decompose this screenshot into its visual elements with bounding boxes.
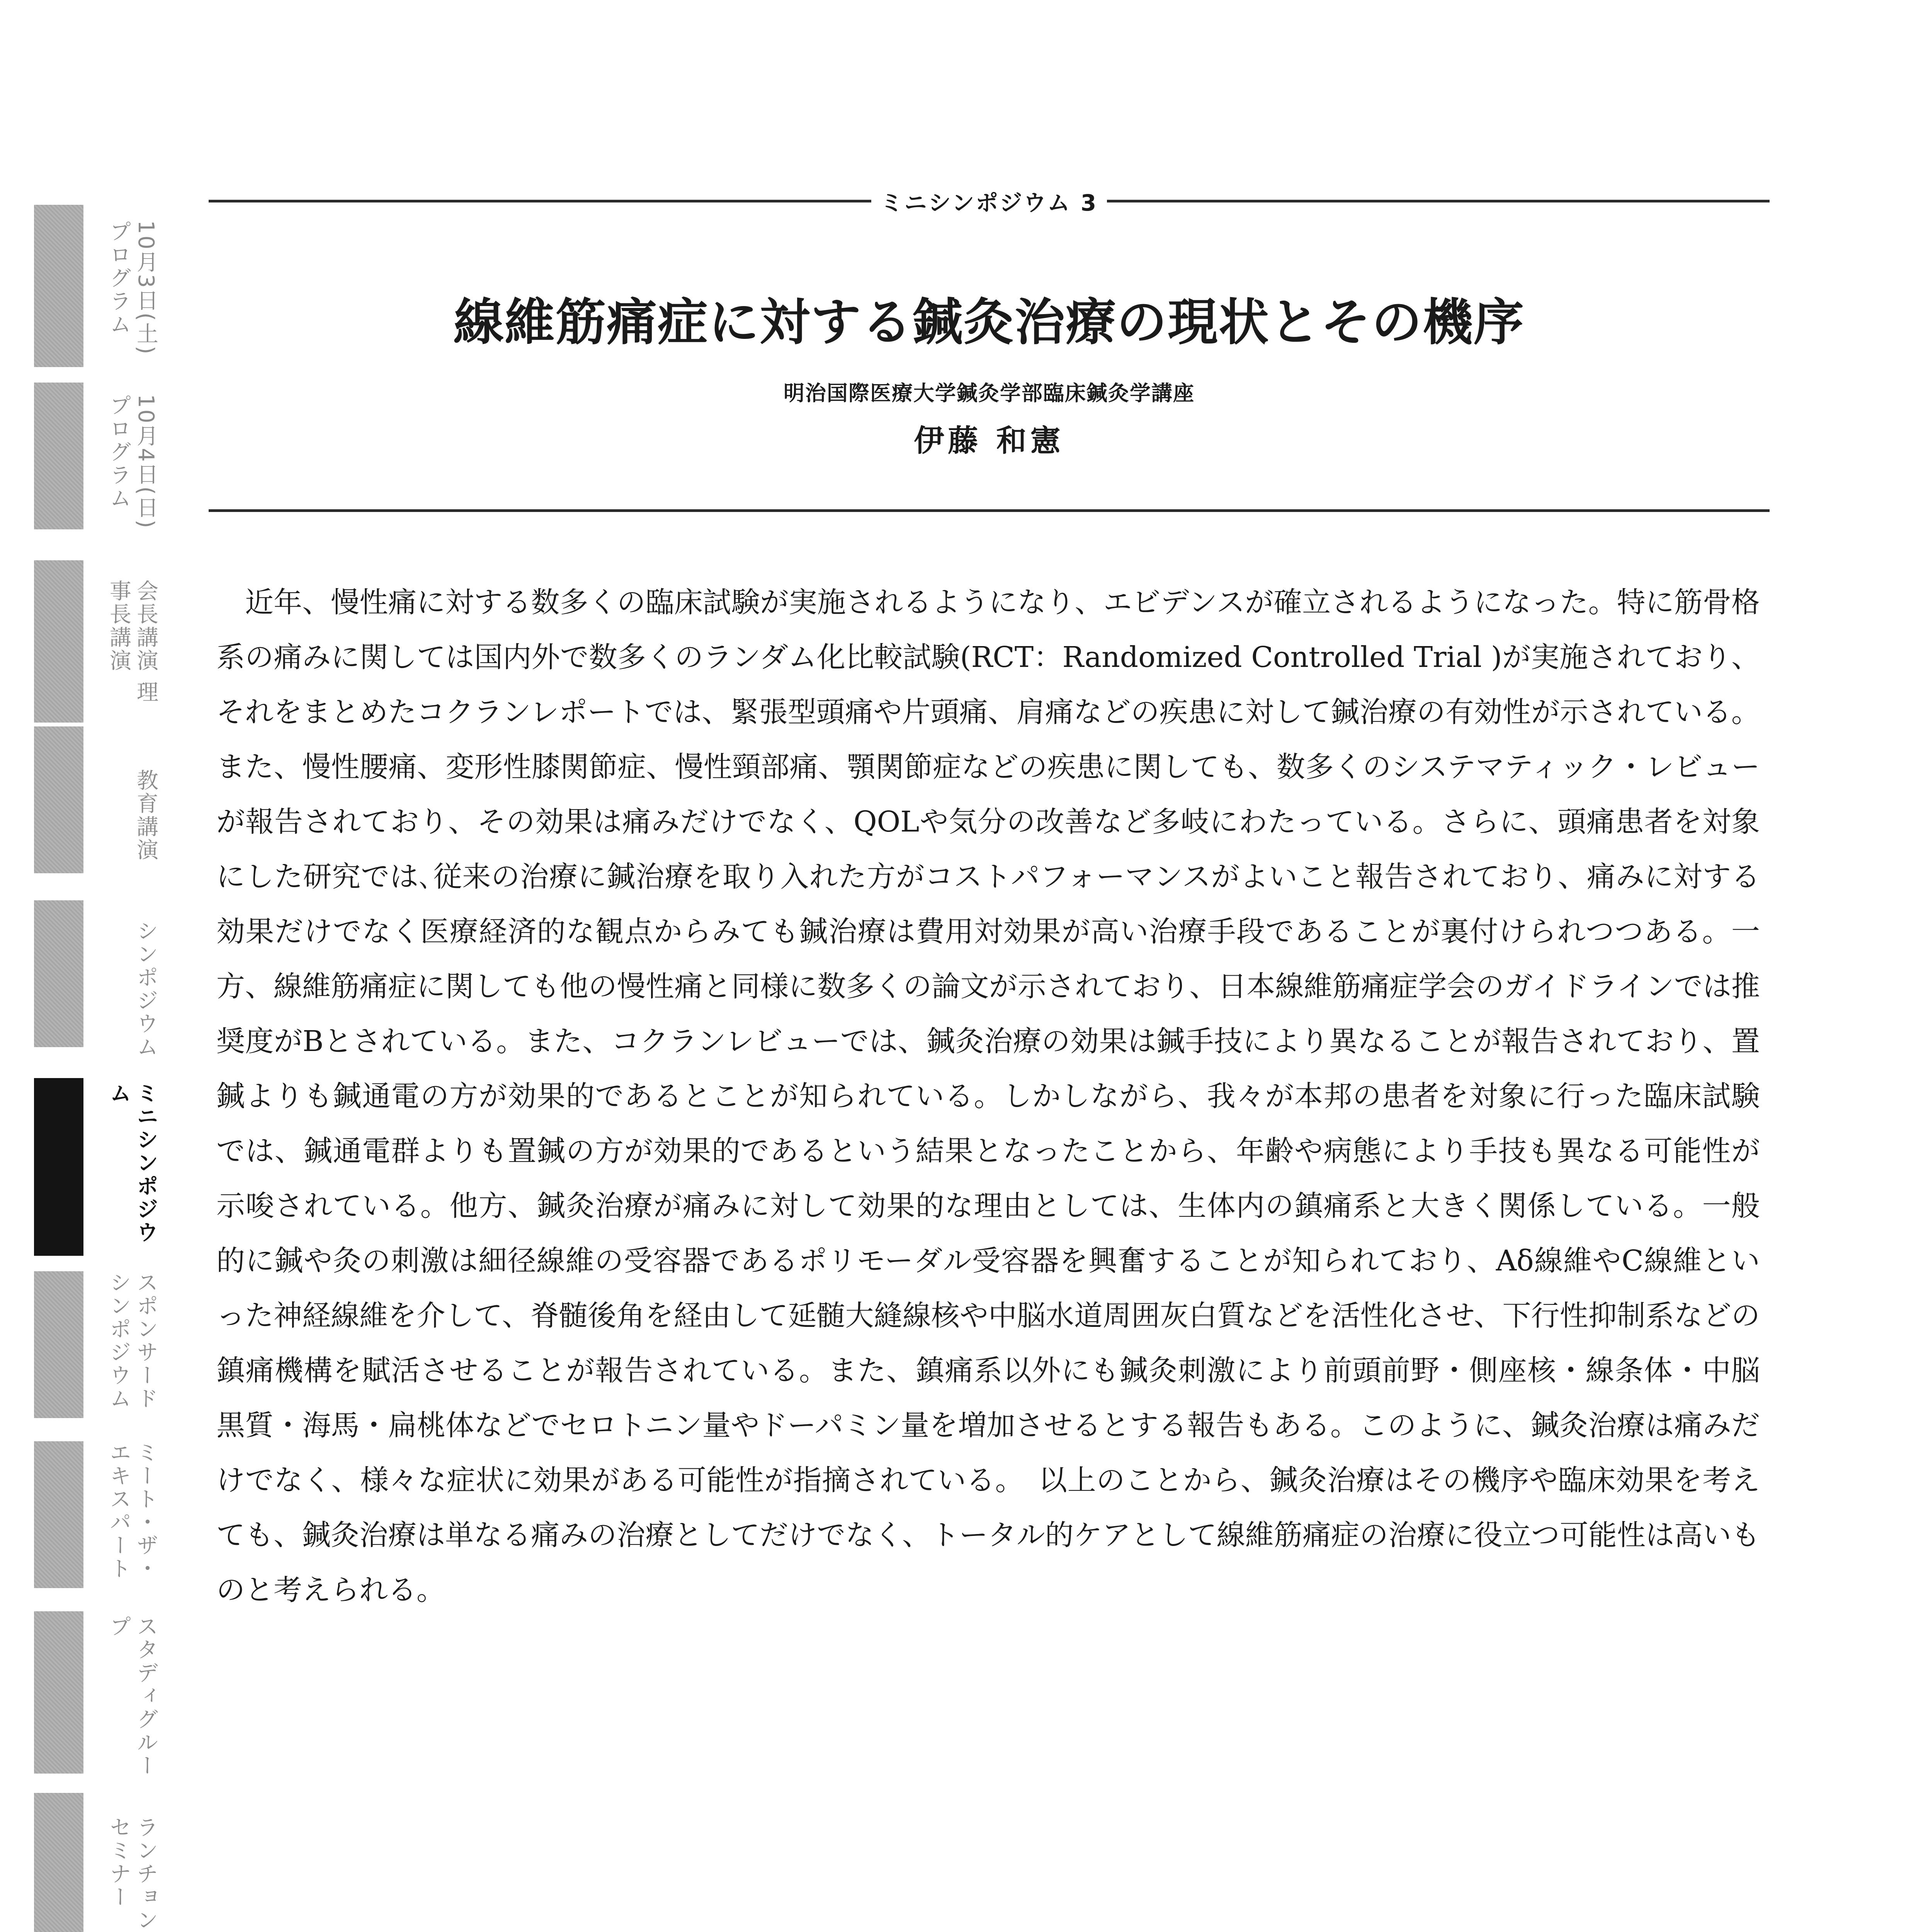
section-header (209, 185, 1770, 216)
page-title: 線維筋痛症に対する鍼灸治療の現状とその機序 (453, 293, 1525, 352)
tab-label-presidential-lecture[interactable]: 会長講演 理事長講演 (106, 580, 158, 704)
header-rule-left (209, 200, 871, 202)
tab-label-symposium[interactable]: シンポジウム (133, 920, 158, 1059)
tab-marker-mini-symposium[interactable] (34, 1078, 83, 1256)
tab-label-study-group[interactable]: スタディグループ (106, 1615, 158, 1777)
header-rule-right (1107, 200, 1770, 202)
tab-marker-oct4-program[interactable] (34, 383, 83, 529)
tab-marker-oct3-program[interactable] (34, 205, 83, 367)
author-name: 伊藤 和憲 (914, 423, 1064, 458)
tab-marker-symposium[interactable] (34, 900, 83, 1047)
tab-label-sponsored-symposium[interactable]: スポンサード シンポジウム (106, 1271, 158, 1410)
tab-marker-meet-the-expert[interactable] (34, 1441, 83, 1588)
author-affiliation: 明治国際医療大学鍼灸学部臨床鍼灸学講座 (784, 381, 1195, 405)
tab-label-mini-symposium[interactable]: ミニシンポジウム (106, 1082, 158, 1244)
tab-marker-luncheon-seminar[interactable] (34, 1793, 83, 1932)
tab-marker-study-group[interactable] (34, 1611, 83, 1774)
tab-label-meet-the-expert[interactable]: ミート・ザ・エキスパート (106, 1441, 158, 1580)
tab-label-oct3-program[interactable]: 10月3日(土)プログラム (106, 220, 158, 356)
section-label: ミニシンポジウム 3 (880, 190, 1098, 216)
title-divider (209, 509, 1770, 512)
abstract-paragraph: 近年、慢性痛に対する数多くの臨床試験が実施されるようになり、エビデンスが確立されるようになった。特に筋骨格系の痛みに関しては国内外で数多くのランダム化比較試験(RCT：Randomized Controlled Trial )が実施されており、それをまとめたコクランレポートでは、緊張型頭痛や片頭痛、肩痛などの疾患に対して鍼治療の有効性が示されている。また、慢性腰痛、変形性膝関節症、慢性頸部痛、顎関節症などの疾患に関しても、数多くのシステマティック・レビューが報告されており、その効果は痛みだけでなく、QOLや気分の改善など多岐にわたっている。さらに、頭痛患者を対象にした研究では､従来の治療に鍼治療を取り入れた方がコストパフォーマンスがよいこと報告されており、痛みに対する効果だけでなく医療経済的な観点からみても鍼治療は費用対効果が高い治療手段であることが裏付けられつつある。一方、線維筋痛症に関しても他の慢性痛と同様に数多くの論文が示されており、日本線維筋痛症学会のガイドラインでは推奨度がBとされている。また、コクランレビューでは、鍼灸治療の効果は鍼手技により異なることが報告されており、置鍼よりも鍼通電の方が効果的であるとことが知られている。しかしながら、我々が本邦の患者を対象に行った臨床試験では、鍼通電群よりも置鍼の方が効果的であるという結果となったことから、年齢や病態により手技も異なる可能性が示唆されている。他方、鍼灸治療が痛みに対して効果的な理由としては、生体内の鎮痛系と大きく関係している。一般的に鍼や灸の刺激は細径線維の受容器であるポリモーダル受容器を興奮することが知られており、Aδ線維やC線維といった神経線維を介して、脊髄後角を経由して延髄大縫線核や中脳水道周囲灰白質などを活性化させ、下行性抑制系などの鎮痛機構を賦活させることが報告されている。また、鎮痛系以外にも鍼灸刺激により前頭前野・側座核・線条体・中脳黒質・海馬・扁桃体などでセロトニン量やドーパミン量を増加させるとする報告もある。このように、鍼灸治療は痛みだけでなく、様々な症状に効果がある可能性が指摘されている。 以上のことから、鍼灸治療はその機序や臨床効果を考えても、鍼灸治療は単なる痛みの治療としてだけでなく、トータル的ケアとして線維筋痛症の治療に役立つ可能性は高いものと考えられる。 (216, 586, 1760, 1607)
tab-label-educational-lecture[interactable]: 教育講演 (133, 769, 158, 862)
tab-label-luncheon-seminar[interactable]: ランチョン セミナー (106, 1816, 158, 1932)
tab-marker-educational-lecture[interactable] (34, 726, 83, 873)
tab-marker-presidential-lecture[interactable] (34, 560, 83, 723)
tab-marker-sponsored-symposium[interactable] (34, 1271, 83, 1418)
tab-label-oct4-program[interactable]: 10月4日(日)プログラム (106, 394, 158, 530)
